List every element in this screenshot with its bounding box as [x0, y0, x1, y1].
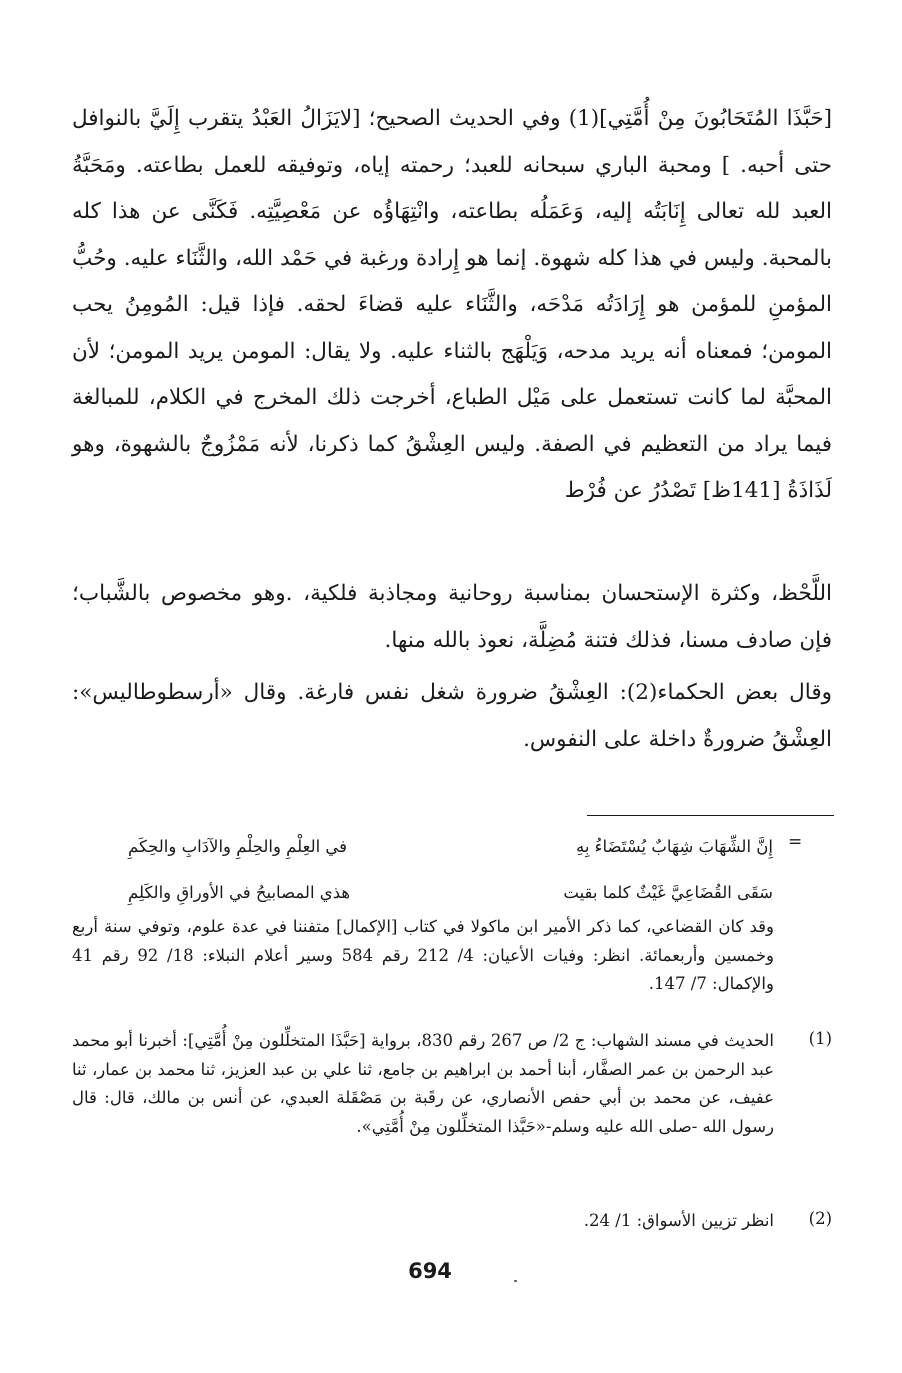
verse-left-hemistich: هذي المصابيحُ في الأوراقِ والكَلِمِ: [128, 882, 351, 902]
verse-right-hemistich: إِنَّ الشِّهَابَ شِهَابٌ يُسْتَضَاءُ بِهِ: [576, 836, 773, 856]
verse-right-hemistich: سَقَى القُضَاعِيَّ غَيْثٌ كلما بقيت: [563, 882, 773, 902]
footnote-separator: [587, 815, 834, 816]
poem-verse-1: [128, 832, 773, 860]
footnote-continuation-text: وقد كان القضاعي، كما ذكر الأمير ابن ماكولا في كتاب [الإكمال] متفننا في عدة علوم، وتوفي سنة أربع وخمسين وأربعمائة. انظر: وفيات الأعيان: 4/ 212 رقم 584 وسير أعلام النبلاء: 18/ 92 رقم 41 والإكمال: 7/ 147.: [72, 917, 774, 993]
main-text-paragraph-3: [72, 670, 832, 763]
main-text-paragraph-2: [72, 571, 832, 664]
verse-left-hemistich: في العِلْمِ والحِلْمِ والآدَابِ والحِكَمِ: [128, 836, 348, 856]
paragraph-text: اللَّحْظ، وكثرة الإستحسان بمناسبة روحانية ومجاذبة فلكية، .وهو مخصوص بالشَّباب؛ فإن صادف مسنا، فذلك فتنة مُضِلَّة، نعوذ بالله منها.: [72, 581, 832, 653]
page-number: 694: [408, 1259, 452, 1283]
paragraph-text: [حَبَّذَا المُتَحَابُونَ مِنْ أُمَّتِي](1) وفي الحديث الصحيح؛ [لايَزَالُ العَبْدُ يتقرب إِلَيَّ بالنوافل حتى أحبه. ] ومحبة الباري سبحانه للعبد؛ رحمته إياه، وتوفيقه للعمل بطاعته. ومَحَبَّةُ العبد لله تعالى إِنَابَتُه إليه، وَعَمَلُه بطاعته، وانْتِهَاؤُه عن مَعْصِيَّتِه. فَكَنَّى عن هذا كله بالمحبة. وليس في هذا كله شهوة. إنما هو إِرادة ورغبة في حَمْد الله، والثَّنَاء عليه. وحُبُّ المؤمنِ للمؤمن هو إِرَادَتُه مَدْحَه، والثَّنَاء عليه قضاءَ لحقه. فإذا قيل: المُومِنُ يحب المومن؛ فمعناه أنه يريد مدحه، وَيَلْهَج بالثناء عليه. ولا يقال: المومن يريد المومن؛ لأن المحبَّة لما كانت تستعمل على مَيْل الطباع، أخرجت ذلك المخرج في الكلام، للمبالغة فيما يراد من التعظيم في الصفة. وليس العِشْقُ كما ذكرنا، لأنه مَمْزُوجٌ بالشهوة، وهو لَذَاذَةُ [141ظ] تَصْدُرُ عن فُرْط: [72, 106, 832, 503]
paragraph-text: وقال بعض الحكماء(2): العِشْقُ ضرورة شغل نفس فارغة. وقال «أرسطوطاليس»: العِشْقُ ضرورةٌ داخلة على النفوس.: [72, 680, 832, 752]
poem-verse-2: [128, 878, 773, 906]
footnote-1-text: الحديث في مسند الشهاب: ج 2/ ص 267 رقم 830، برواية [حَبَّذَا المتخلِّلون مِنْ أُمَّتِي]: أخبرنا أبو محمد عبد الرحمن بن عمر الصفَّار، أبنا أحمد بن ابراهيم بن جامع، ثنا علي بن عبد العزيز، ثنا محمد بن عمار، ثنا عفيف، عن محمد بن أبي حفص الأنصاري، عن رقَبة بن مَصْقَلة العبدي، عن أنس بن مالك، قال: قال رسول الله -صلى الله عليه وسلم-«حَبَّذا المتخلِّلون مِنْ أُمَّتِي».: [72, 1031, 774, 1136]
scan-speck: [514, 1280, 517, 1282]
footnote-1-number: (1): [808, 1029, 832, 1048]
main-text-paragraph-1: [72, 96, 832, 515]
footnote-continuation-mark: =: [788, 832, 803, 852]
footnote-2-number: (2): [808, 1209, 832, 1228]
footnote-2-text: انظر تزيين الأسواق: 1/ 24.: [583, 1211, 774, 1230]
